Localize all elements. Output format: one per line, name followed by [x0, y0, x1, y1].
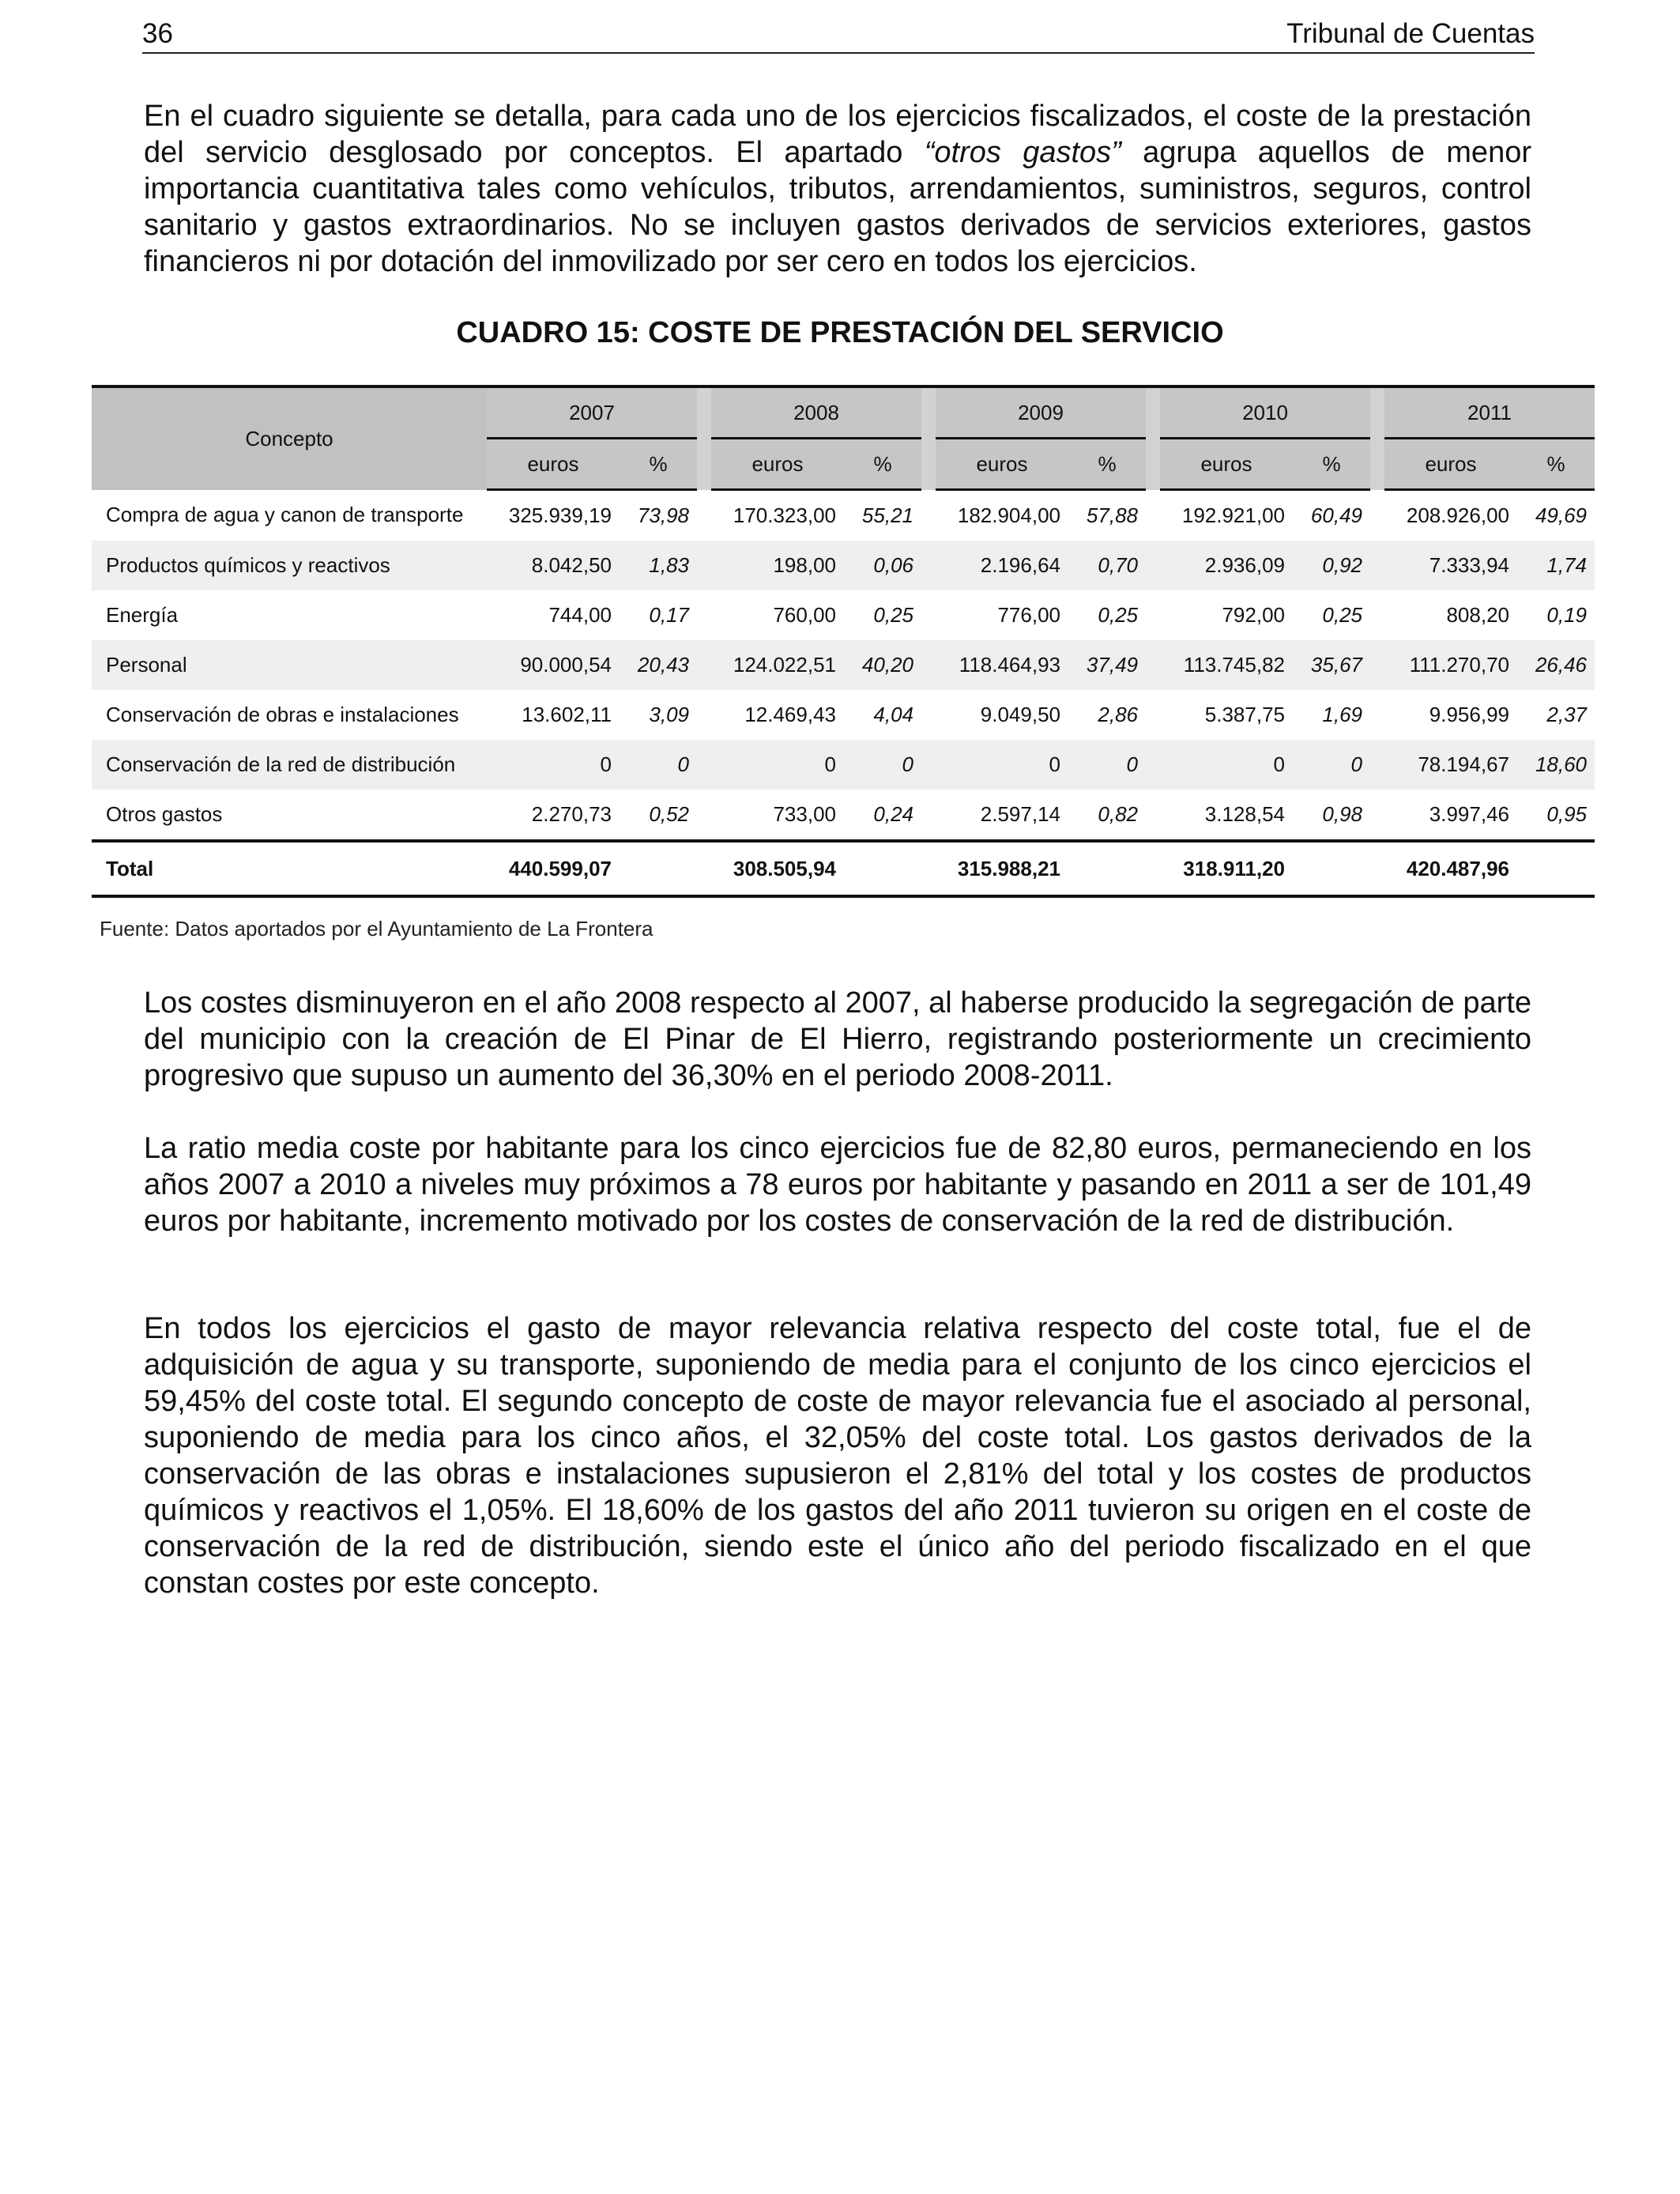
euros-cell: 733,00 — [773, 802, 836, 826]
euros-cell: 9.049,50 — [980, 703, 1060, 726]
table-row — [92, 740, 1595, 790]
column-spacer — [697, 640, 711, 690]
column-spacer — [1146, 490, 1160, 541]
column-spacer — [697, 841, 711, 896]
percent-cell: 1,74 — [1517, 541, 1595, 590]
unit-percent-header: % — [620, 439, 697, 490]
euros-cell: 78.194,67 — [1384, 740, 1517, 790]
percent-cell: 0,95 — [1546, 802, 1588, 826]
percent-cell: 73,98 — [637, 503, 689, 527]
euros-cell: 808,20 — [1446, 603, 1509, 627]
concept-cell: Conservación de obras e instalaciones — [106, 703, 459, 726]
total-euros-cell: 440.599,07 — [487, 841, 620, 896]
table-row — [92, 541, 1595, 590]
table-row — [92, 590, 1595, 640]
percent-cell: 2,86 — [1098, 703, 1138, 726]
percent-cell: 55,21 — [861, 503, 913, 527]
total-percent-cell — [1293, 841, 1370, 896]
percent-cell: 0,19 — [1546, 603, 1588, 627]
header-spacer — [1146, 386, 1160, 490]
total-percent-cell — [1517, 841, 1595, 896]
euros-cell: 9.956,99 — [1429, 703, 1509, 726]
table-row — [92, 490, 1595, 541]
paragraph-cost-evolution: Los costes disminuyeron en el año 2008 respecto al 2007, al haberse producido la segregación de parte del municipio con la creación de El Pinar de El Hierro, registrando posteriormente un crecimiento progresivo que supuso un aumento del 36,30% en el periodo 2008-2011. — [144, 986, 1531, 1092]
percent-cell: 0,24 — [873, 802, 913, 826]
euros-cell: 5.387,75 — [1204, 703, 1285, 726]
column-spacer — [697, 590, 711, 640]
column-spacer — [1370, 841, 1384, 896]
paragraph-cost-breakdown: En todos los ejercicios el gasto de mayor relevancia relativa respecto del coste total, fue el de adquisición de agua y su transporte, suponiendo de media para el conjunto de los cinco ejercicios el 59,45% del coste total. El segundo concepto de coste de mayor relevancia fue el asociado al personal, suponiendo de media para los cinco años, el 32,05% del coste total. Los gastos derivados de la conservación de las obras e instalaciones supusieron el 2,81% del total y los costes de productos químicos y reactivos el 1,05%. El 18,60% de los gastos del año 2011 tuvieron su origen en el coste de conservación de la red de distribución, siendo este el único año del periodo fiscalizado en el que constan costes por este concepto. — [144, 1312, 1531, 1600]
year-header: 2010 — [1160, 386, 1370, 439]
concept-cell: Personal — [92, 640, 487, 690]
percent-cell: 0,70 — [1068, 541, 1146, 590]
total-row — [92, 841, 1595, 896]
unit-percent-header: % — [1517, 439, 1595, 490]
percent-cell: 35,67 — [1293, 640, 1370, 690]
percent-cell: 49,69 — [1535, 503, 1588, 527]
cost-table-container — [103, 385, 1588, 905]
year-header: 2008 — [711, 386, 921, 439]
column-spacer — [697, 790, 711, 841]
percent-cell: 2,37 — [1546, 703, 1588, 726]
euros-cell: 198,00 — [711, 541, 844, 590]
percent-cell: 0,98 — [1322, 802, 1362, 826]
euros-cell: 7.333,94 — [1384, 541, 1517, 590]
euros-cell: 744,00 — [548, 603, 612, 627]
percent-cell: 4,04 — [873, 703, 913, 726]
intro-text-start: En el cuadro siguiente se detalla, para cada uno de los ejercicios fiscalizados, el coste de la prestación del servicio desglosado por conceptos. El apartado — [144, 100, 1531, 169]
year-header: 2007 — [487, 386, 697, 439]
column-spacer — [697, 690, 711, 740]
concept-cell: Conservación de la red de distribución — [92, 740, 487, 790]
euros-cell: 792,00 — [1222, 603, 1285, 627]
column-spacer — [1146, 640, 1160, 690]
total-euros-cell: 318.911,20 — [1160, 841, 1293, 896]
percent-cell: 1,83 — [620, 541, 697, 590]
unit-percent-header: % — [844, 439, 921, 490]
percent-cell: 18,60 — [1517, 740, 1595, 790]
column-spacer — [1146, 690, 1160, 740]
concept-cell: Compra de agua y canon de transporte — [106, 503, 464, 527]
cost-table — [92, 385, 1595, 898]
table-source: Fuente: Datos aportados por el Ayuntamiento de La Frontera — [100, 917, 654, 941]
percent-cell: 0 — [844, 740, 921, 790]
column-spacer — [921, 690, 936, 740]
column-spacer — [921, 790, 936, 841]
column-spacer — [921, 640, 936, 690]
table-body — [92, 490, 1595, 897]
percent-cell: 0 — [620, 740, 697, 790]
euros-cell: 3.997,46 — [1429, 802, 1509, 826]
header-spacer — [1370, 386, 1384, 490]
euros-cell: 2.270,73 — [531, 802, 612, 826]
percent-cell: 40,20 — [844, 640, 921, 690]
column-spacer — [1370, 740, 1384, 790]
unit-percent-header: % — [1293, 439, 1370, 490]
percent-cell: 0,92 — [1293, 541, 1370, 590]
percent-cell: 0,06 — [844, 541, 921, 590]
percent-cell: 37,49 — [1068, 640, 1146, 690]
table-title: CUADRO 15: COSTE DE PRESTACIÓN DEL SERVICIO — [456, 316, 1224, 349]
percent-cell: 0 — [1068, 740, 1146, 790]
euros-cell: 118.464,93 — [936, 640, 1068, 690]
percent-cell: 57,88 — [1086, 503, 1138, 527]
euros-cell: 192.921,00 — [1181, 503, 1285, 527]
percent-cell: 0 — [1293, 740, 1370, 790]
total-euros-cell: 308.505,94 — [711, 841, 844, 896]
euros-cell: 124.022,51 — [711, 640, 844, 690]
column-spacer — [697, 740, 711, 790]
unit-euros-header: euros — [1384, 439, 1517, 490]
euros-cell: 0 — [1160, 740, 1293, 790]
column-spacer — [697, 490, 711, 541]
percent-cell: 1,69 — [1322, 703, 1362, 726]
unit-euros-header: euros — [487, 439, 620, 490]
concept-header: Concepto — [92, 386, 487, 490]
table-header — [92, 386, 1595, 490]
euros-cell: 3.128,54 — [1204, 802, 1285, 826]
euros-cell: 90.000,54 — [487, 640, 620, 690]
euros-cell: 0 — [711, 740, 844, 790]
column-spacer — [921, 590, 936, 640]
column-spacer — [1146, 841, 1160, 896]
euros-cell: 325.939,19 — [508, 503, 612, 527]
table-row — [92, 790, 1595, 841]
table-row — [92, 690, 1595, 740]
total-label: Total — [92, 841, 487, 896]
euros-cell: 2.597,14 — [980, 802, 1060, 826]
percent-cell: 0,25 — [873, 603, 913, 627]
euros-cell: 2.196,64 — [936, 541, 1068, 590]
concept-cell: Energía — [106, 603, 179, 627]
total-percent-cell — [1068, 841, 1146, 896]
column-spacer — [1146, 740, 1160, 790]
page-number: 36 — [142, 18, 173, 49]
euros-cell: 0 — [487, 740, 620, 790]
euros-cell: 113.745,82 — [1160, 640, 1293, 690]
percent-cell: 20,43 — [620, 640, 697, 690]
column-spacer — [1146, 541, 1160, 590]
unit-euros-header: euros — [936, 439, 1068, 490]
unit-euros-header: euros — [1160, 439, 1293, 490]
percent-cell: 0,82 — [1098, 802, 1138, 826]
paragraph-cost-per-inhabitant: La ratio media coste por habitante para los cinco ejercicios fue de 82,80 euros, permaneciendo en los años 2007 a 2010 a niveles muy próximos a 78 euros por habitante y pasando en 2011 a ser de 101,49 euros por habitante, incremento motivado por los costes de conservación de la red de distribución. — [144, 1132, 1531, 1238]
percent-cell: 60,49 — [1310, 503, 1362, 527]
page-header — [142, 17, 1535, 54]
euros-cell: 760,00 — [773, 603, 836, 627]
euros-cell: 13.602,11 — [522, 703, 612, 726]
percent-cell: 0,17 — [649, 603, 689, 627]
column-spacer — [1370, 541, 1384, 590]
percent-cell: 26,46 — [1517, 640, 1595, 690]
column-spacer — [1370, 590, 1384, 640]
euros-cell: 0 — [936, 740, 1068, 790]
header-spacer — [697, 386, 711, 490]
intro-paragraph — [144, 98, 1531, 280]
column-spacer — [1370, 640, 1384, 690]
euros-cell: 111.270,70 — [1384, 640, 1517, 690]
percent-cell: 0,25 — [1322, 603, 1362, 627]
column-spacer — [921, 490, 936, 541]
column-spacer — [921, 740, 936, 790]
concept-cell: Productos químicos y reactivos — [92, 541, 487, 590]
column-spacer — [921, 841, 936, 896]
table-row — [92, 640, 1595, 690]
year-header: 2011 — [1384, 386, 1595, 439]
total-euros-cell: 315.988,21 — [936, 841, 1068, 896]
percent-cell: 0,25 — [1098, 603, 1138, 627]
percent-cell: 3,09 — [649, 703, 689, 726]
column-spacer — [1146, 590, 1160, 640]
total-percent-cell — [620, 841, 697, 896]
column-spacer — [921, 541, 936, 590]
euros-cell: 170.323,00 — [733, 503, 836, 527]
column-spacer — [1146, 790, 1160, 841]
unit-percent-header: % — [1068, 439, 1146, 490]
euros-cell: 182.904,00 — [957, 503, 1060, 527]
concept-cell: Otros gastos — [106, 802, 223, 826]
header-spacer — [921, 386, 936, 490]
column-spacer — [1370, 790, 1384, 841]
intro-text-end: agrupa aquellos de menor importancia cuantitativa tales como vehículos, tributos, arrendamientos, suministros, seguros, control sanitario y gastos extraordinarios. No se incluyen gastos derivados de servicios exteriores, gastos financieros ni por dotación del inmovilizado por ser cero en todos los ejercicios. — [144, 136, 1531, 278]
euros-cell: 12.469,43 — [744, 703, 836, 726]
euros-cell: 776,00 — [997, 603, 1060, 627]
year-header: 2009 — [936, 386, 1146, 439]
column-spacer — [1370, 490, 1384, 541]
total-percent-cell — [844, 841, 921, 896]
euros-cell: 208.926,00 — [1406, 503, 1509, 527]
percent-cell: 0,52 — [649, 802, 689, 826]
unit-euros-header: euros — [711, 439, 844, 490]
column-spacer — [1370, 690, 1384, 740]
header-title: Tribunal de Cuentas — [1286, 18, 1535, 49]
euros-cell: 8.042,50 — [487, 541, 620, 590]
total-euros-cell: 420.487,96 — [1384, 841, 1517, 896]
column-spacer — [697, 541, 711, 590]
euros-cell: 2.936,09 — [1160, 541, 1293, 590]
intro-emphasis: “otros gastos” — [924, 136, 1121, 169]
